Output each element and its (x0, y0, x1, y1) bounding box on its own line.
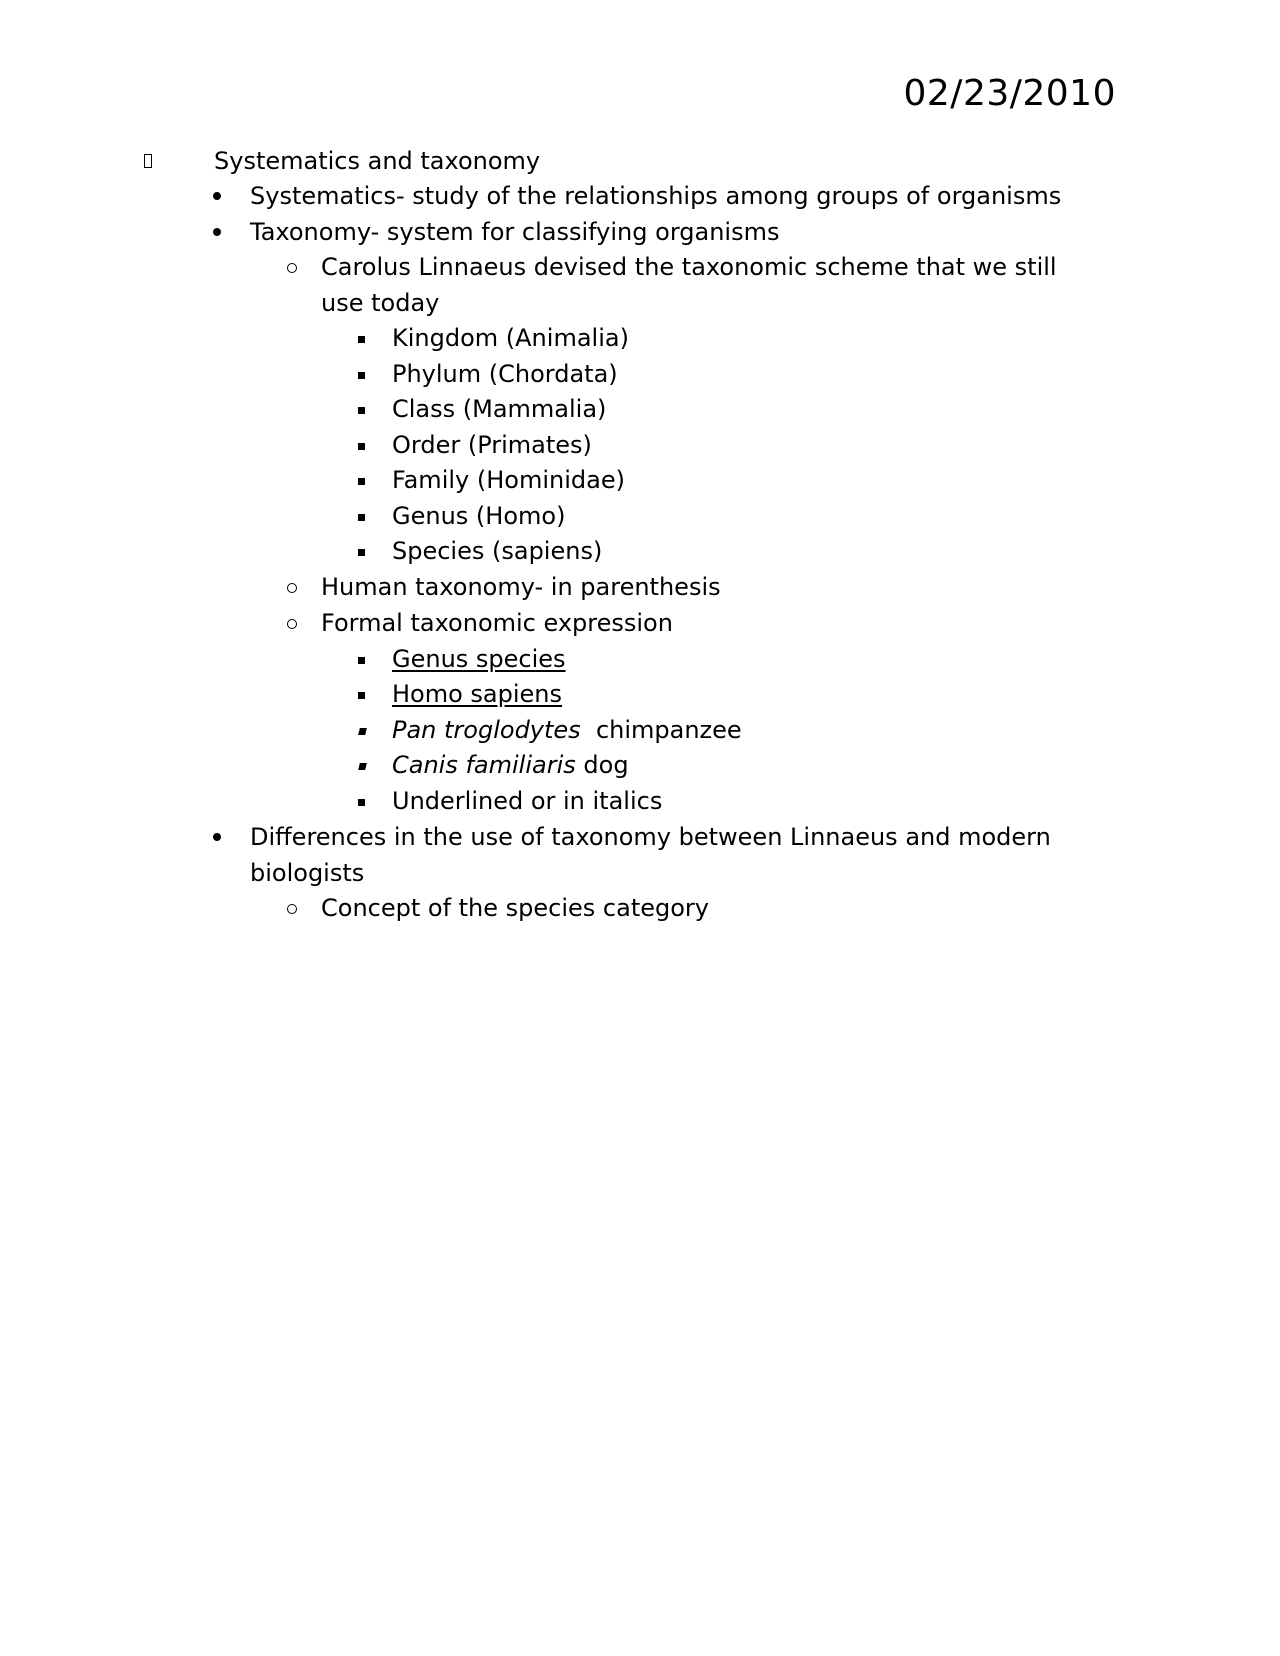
bullet-square-marker (358, 336, 365, 343)
linnaeus-line-2: use today (321, 289, 440, 317)
bullet-square-marker (358, 407, 365, 414)
example-underlined-or-italics: Underlined or in italics (392, 787, 663, 815)
bullet-square-marker (358, 372, 365, 379)
example-homo-sapiens: Homo sapiens (392, 680, 563, 708)
bullet-differences-line-1: Differences in the use of taxonomy between Linnaeus and modern (250, 823, 1051, 851)
linnaeus-line-1: Carolus Linnaeus devised the taxonomic scheme that we still (321, 253, 1057, 281)
bullet-square-marker (358, 514, 365, 521)
bullet-disc-marker (213, 192, 221, 200)
bullet-circle-marker (287, 583, 297, 593)
human-taxonomy: Human taxonomy- in parenthesis (321, 573, 721, 601)
bullet-circle-marker (287, 904, 297, 914)
bullet-systematics: Systematics- study of the relationships among groups of organisms (250, 182, 1062, 210)
example-pan-scientific: Pan troglodytes (392, 716, 581, 744)
bullet-circle-marker (287, 619, 297, 629)
formal-expression: Formal taxonomic expression (321, 609, 673, 637)
bullet-taxonomy: Taxonomy- system for classifying organisms (250, 218, 780, 246)
bullet-square-marker (358, 728, 367, 735)
heading-box-marker (144, 154, 152, 168)
rank-item: Genus (Homo) (392, 502, 566, 530)
rank-item: Class (Mammalia) (392, 395, 607, 423)
document-date: 02/23/2010 (903, 73, 1116, 114)
bullet-disc-marker (213, 228, 221, 236)
rank-item: Order (Primates) (392, 431, 592, 459)
bullet-square-marker (358, 443, 365, 450)
example-canis-common: dog (583, 751, 629, 779)
bullet-square-marker (358, 692, 365, 699)
rank-item: Kingdom (Animalia) (392, 324, 629, 352)
bullet-disc-marker (213, 833, 221, 841)
example-pan-common: chimpanzee (595, 716, 742, 744)
rank-item: Family (Hominidae) (392, 466, 625, 494)
species-concept: Concept of the species category (321, 894, 709, 922)
bullet-square-marker (358, 657, 365, 664)
example-genus-species: Genus species (392, 645, 566, 673)
bullet-differences-line-2: biologists (250, 859, 365, 887)
bullet-square-marker (358, 549, 365, 556)
bullet-circle-marker (287, 263, 297, 273)
bullet-square-marker (358, 763, 367, 770)
section-heading: Systematics and taxonomy (214, 147, 541, 175)
bullet-square-marker (358, 478, 365, 485)
rank-item: Phylum (Chordata) (392, 360, 618, 388)
example-canis (392, 749, 629, 781)
example-pan (392, 714, 742, 746)
bullet-square-marker (358, 799, 365, 806)
example-canis-scientific: Canis familiaris (392, 751, 576, 779)
rank-item: Species (sapiens) (392, 537, 603, 565)
